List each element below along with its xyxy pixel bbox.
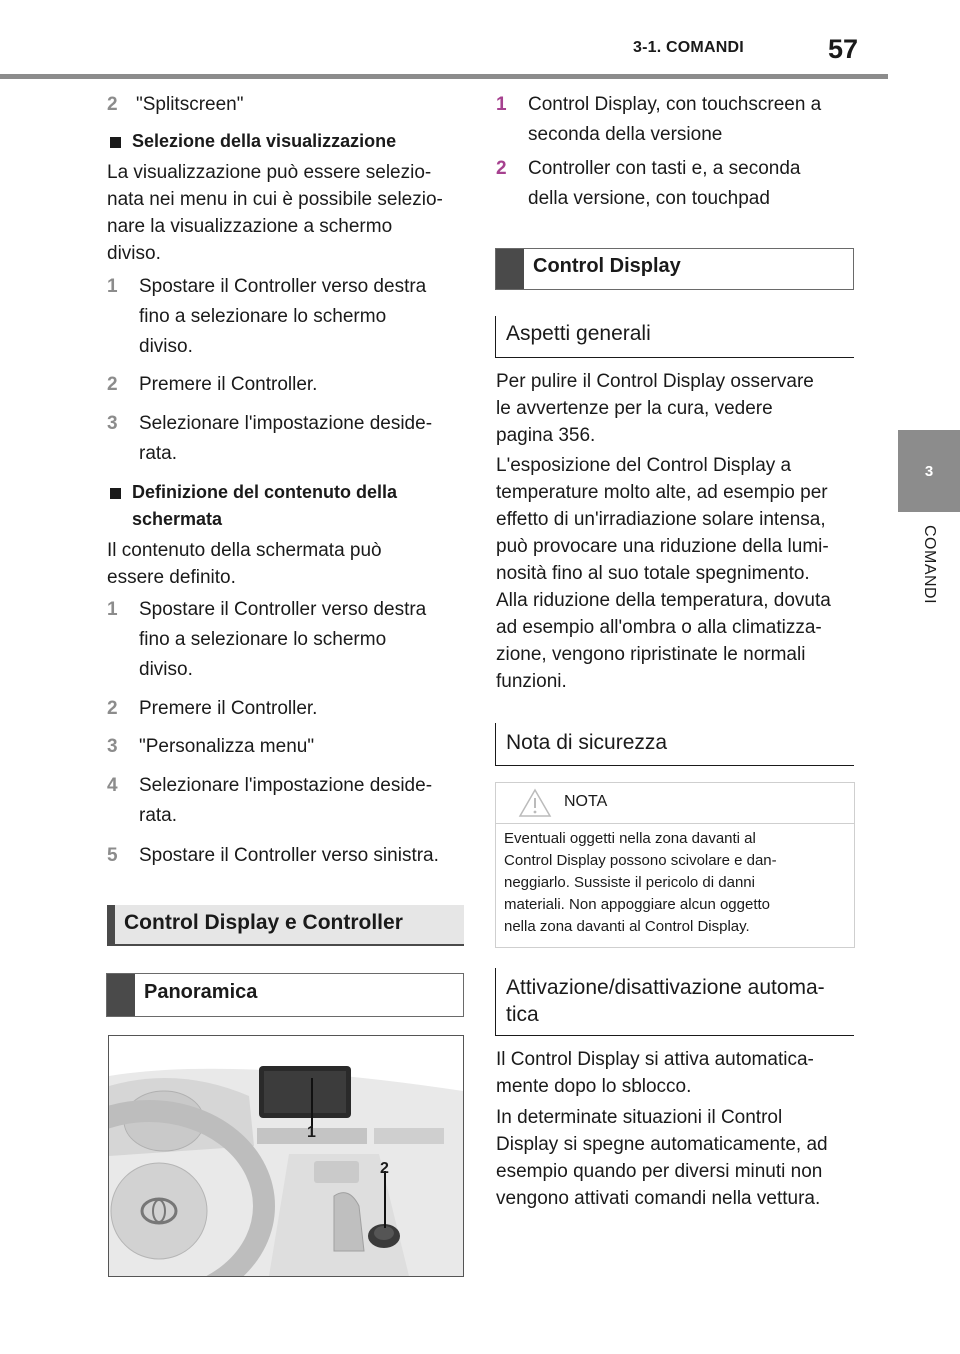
chapter-tab xyxy=(898,430,960,512)
dashboard-illustration xyxy=(109,1036,463,1276)
section-underline xyxy=(107,944,464,946)
header-rule xyxy=(0,74,888,79)
list-item: 2 Premere il Controller. xyxy=(107,698,318,719)
list-item: 1 Spostare il Controller verso destra fino a selezionare lo schermo diviso. xyxy=(107,276,427,357)
subsection-title: Panoramica xyxy=(144,981,258,1003)
paragraph: In determinate situazioni il Control Display si spegne automaticamente, ad esempio quando per diversi minuti non vengono attivati comandi nella vettura. xyxy=(496,1107,828,1209)
list-item: 1 Spostare il Controller verso destra fino a selezionare lo schermo diviso. xyxy=(107,599,427,680)
chapter-name-vertical xyxy=(898,525,960,635)
note-box xyxy=(495,782,855,948)
chapter-name: COMANDI xyxy=(921,525,938,605)
note-divider xyxy=(496,823,854,824)
step-text: "Splitscreen" xyxy=(136,94,244,115)
subheading-left-rule xyxy=(495,968,496,1036)
list-item: 2 Controller con tasti e, a seconda della versione, con touchpad xyxy=(496,158,801,209)
paragraph: Per pulire il Control Display osservare le avvertenze per la cura, vedere pagina 356. xyxy=(496,371,814,446)
subheading-left-rule xyxy=(495,316,496,358)
subheading-underline xyxy=(495,765,854,766)
square-bullet-icon xyxy=(110,137,121,148)
section-bar-accent xyxy=(107,905,115,945)
list-item: 5 Spostare il Controller verso sinistra. xyxy=(107,845,439,866)
list-item: 3 Selezionare l'impostazione deside- rata. xyxy=(107,413,433,464)
subheading-left-rule xyxy=(495,723,496,766)
subheading: Aspetti generali xyxy=(506,322,651,345)
paragraph: Il Control Display si attiva automatica- mente dopo lo sblocco. xyxy=(496,1049,814,1097)
subheading: Attivazione/disattivazione automa- tica xyxy=(506,976,825,1026)
subheading-underline xyxy=(495,1035,854,1036)
square-bullet-icon xyxy=(110,488,121,499)
section-title: Control Display e Controller xyxy=(124,911,403,934)
paragraph: Il contenuto della schermata può essere definito. xyxy=(107,540,382,588)
subheading-underline xyxy=(495,357,854,358)
note-title: NOTA xyxy=(564,793,608,810)
section-header: 3-1. COMANDI xyxy=(633,39,744,56)
paragraph: La visualizzazione può essere selezio- nata nei menu in cui è possibile selezio- nare la visualizzazione a schermo diviso. xyxy=(107,162,443,264)
page-number: 57 xyxy=(828,34,859,64)
subsection-title: Control Display xyxy=(533,255,681,277)
step-number: 2 xyxy=(107,94,118,115)
list-item: 2 Premere il Controller. xyxy=(107,374,318,395)
figure-label-2: 2 xyxy=(380,1160,389,1177)
subsection-box-accent xyxy=(496,249,524,289)
dashboard-figure xyxy=(108,1035,464,1277)
subsection-box-accent xyxy=(107,974,135,1016)
note-text: Eventuali oggetti nella zona davanti al Control Display possono scivolare e dan- neggiarlo. Sussiste il pericolo di danni materiali. Non appoggiare alcun oggetto nella zona davanti al Control Display. xyxy=(504,830,777,935)
subheading: Nota di sicurezza xyxy=(506,731,668,754)
chapter-number: 3 xyxy=(924,462,934,480)
figure-label-1: 1 xyxy=(307,1124,316,1141)
warning-triangle-icon xyxy=(518,788,552,818)
paragraph: L'esposizione del Control Display a temperature molto alte, ad esempio per effetto di un'irradiazione solare intensa, può provocare una riduzione della lumi- nosità fino al suo totale spegnimento. Alla riduzione della temperatura, dovuta ad esempio all'ombra o alla climatizza- zione, vengono ripristinate le normali funzioni. xyxy=(496,455,831,692)
list-item: 4 Selezionare l'impostazione deside- rata. xyxy=(107,775,433,826)
list-item: 3 "Personalizza menu" xyxy=(107,736,315,757)
list-item: 1 Control Display, con touchscreen a seconda della versione xyxy=(496,94,822,145)
